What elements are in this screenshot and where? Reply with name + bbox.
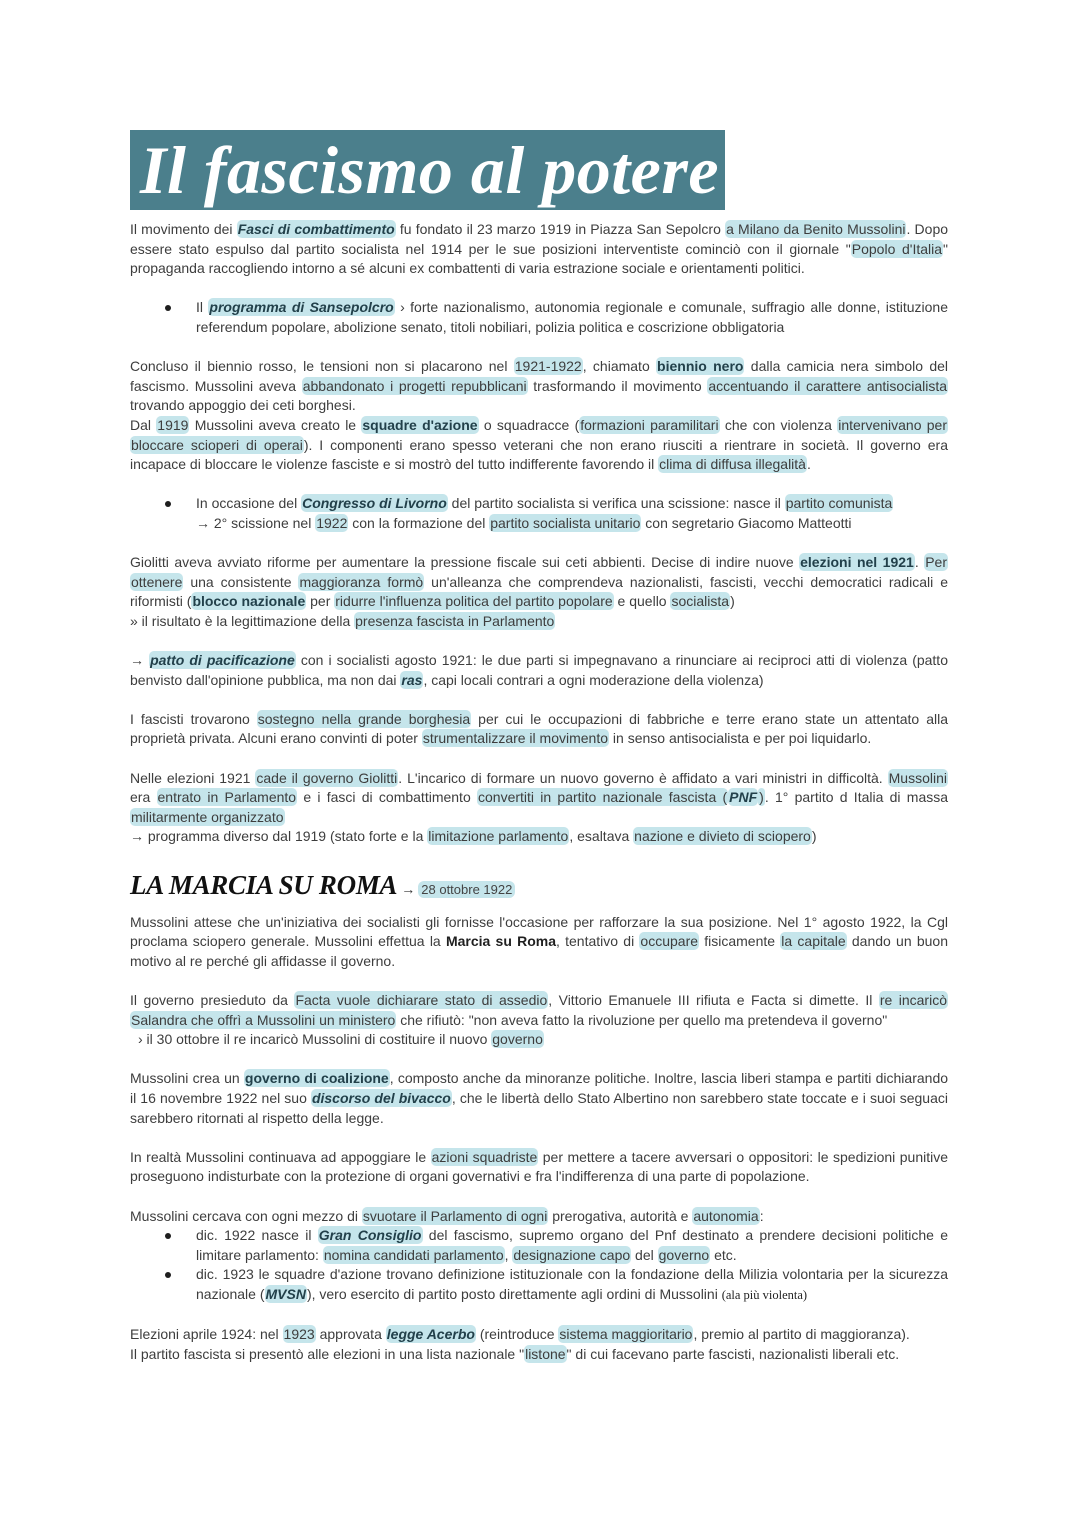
text-run: , chiamato	[582, 358, 657, 375]
text-run: " propaganda raccogliendo intorno a sé alcuni ex combattenti di varia estrazione sociale e orientamenti politici.	[130, 240, 949, 277]
text-run: in senso antisocialista e per poi liquidarlo.	[609, 730, 872, 747]
title-banner	[130, 130, 725, 210]
bold-text: Marcia su Roma	[445, 933, 557, 950]
highlighted-text: nazione e divieto di sciopero	[634, 828, 811, 845]
text-run: prerogativa, autorità e	[548, 1207, 693, 1224]
paragraph-governo-facta	[130, 991, 948, 1050]
section-heading-date: 28 ottobre 1922	[418, 881, 515, 898]
text-run: per	[306, 593, 335, 610]
paragraph-marcia	[130, 913, 948, 972]
text-run: )	[730, 593, 735, 610]
text-run: fu fondato il 23 marzo 1919 in Piazza San Sepolcro	[395, 221, 726, 237]
highlighted-text: militarmente organizzato	[131, 808, 284, 825]
text-line	[130, 913, 948, 972]
text-line	[130, 991, 948, 1030]
text-run: Mussolini attese che un'iniziativa dei socialisti gli fornisse l'occasione per rafforzare la sua posizione. Nel 1° agosto 1922, la Cgl proclama sciopero generale. Mussolini effettua la	[130, 913, 948, 950]
text-line	[130, 220, 948, 279]
text-line	[130, 357, 948, 416]
text-run: .	[806, 456, 811, 473]
text-line	[130, 651, 948, 690]
key-term: Congresso di Livorno	[302, 495, 447, 512]
section-heading-title: LA MARCIA SU ROMA	[130, 869, 398, 900]
text-run: , composto anche da minoranze politiche. Inoltre, lascia liberi stampa e partiti dichiarando il 16 novembre 1922 nel suo	[130, 1070, 949, 1106]
bullet-text	[196, 1265, 948, 1305]
key-term: MVSN	[265, 1285, 306, 1302]
text-run: I fascisti trovarono	[130, 710, 257, 727]
bullet-dot	[165, 1233, 171, 1239]
text-run: :	[759, 1207, 764, 1224]
section-heading-marcia-su-roma	[130, 867, 948, 908]
highlighted-text: abbandonato i progetti repubblicani	[302, 377, 527, 394]
bullet-dot	[165, 1272, 171, 1278]
text-run: che rifiutò: "non aveva fatto la rivoluzione per quello ma pretendeva il governo"	[396, 1011, 888, 1028]
bold-highlighted-text: biennio nero	[657, 358, 744, 375]
text-run: (reintroduce	[475, 1326, 559, 1343]
highlighted-text: partito comunista	[785, 495, 893, 512]
text-run: con la formazione del	[348, 514, 490, 531]
text-run: era	[130, 789, 157, 806]
text-run: › il 30 ottobre il re incaricò Mussolini di costituire il nuovo	[138, 1031, 492, 1048]
text-run: Nelle elezioni 1921	[130, 769, 256, 786]
text-line	[130, 553, 948, 612]
text-run: , che le libertà dello Stato Albertino non sarebbero state toccate e i suoi seguaci sarebbero ritornati al rispetto della legge.	[130, 1089, 948, 1126]
highlighted-text: 1919	[157, 416, 189, 433]
text-run: con i socialisti agosto 1921: le due parti si impegnavano a rinunciare ai reciproci atti di violenza (patto benvisto dall'opinione pubblica, ma non dai	[130, 652, 948, 688]
bullet-list-istituzioni	[130, 1226, 948, 1305]
key-term: patto di pacificazione	[150, 652, 295, 669]
highlighted-text: nomina candidati parlamento	[323, 1246, 504, 1263]
text-run: » il risultato è la legittimazione della	[130, 612, 355, 629]
highlighted-text: sostegno nella grande borghesia	[257, 710, 471, 727]
text-run: dic. 1922 nasce il	[196, 1227, 318, 1244]
highlighted-text: designazione capo	[513, 1246, 631, 1263]
bold-highlighted-text: squadre d'azione	[362, 416, 478, 433]
text-run: )	[811, 828, 817, 845]
text-line	[196, 494, 948, 514]
text-line	[130, 1325, 948, 1345]
text-run: Giolitti aveva avviato riforme per aumentare la pressione fiscale sui ceti abbienti. Decise di indire nuove	[130, 554, 800, 571]
text-run: , esaltava	[569, 828, 634, 845]
bullet-list-livorno	[130, 494, 948, 533]
handwritten-note: (ala più violenta)	[721, 1287, 808, 1302]
text-line	[130, 612, 948, 632]
highlighted-text: convertiti in partito nazionale fascista (	[478, 789, 728, 806]
paragraph-partito-nazionale-fascista	[130, 769, 948, 847]
key-term: legge Acerbo	[386, 1326, 475, 1343]
highlighted-text: Mussolini	[888, 769, 947, 786]
highlighted-text: entrato in Parlamento	[157, 789, 297, 806]
paragraph-fasci-di-combattimento	[130, 220, 948, 279]
paragraph-elezioni-1921	[130, 553, 948, 631]
bullet-list-sansepolcro	[130, 298, 948, 337]
highlighted-text: )	[759, 789, 764, 806]
text-run: .	[914, 554, 925, 571]
paragraph-svuotare-parlamento	[130, 1207, 948, 1227]
key-term: discorso del bivacco	[311, 1089, 451, 1106]
bullet-item-congresso-livorno	[196, 494, 948, 533]
key-term: Fasci di combattimento	[237, 221, 395, 237]
bold-highlighted-text: governo di coalizione	[244, 1070, 389, 1087]
highlighted-text: limitazione parlamento	[428, 828, 569, 845]
text-run: trasformando il movimento	[527, 377, 708, 394]
bold-highlighted-text: elezioni nel 1921	[800, 554, 914, 571]
text-run: dalla camicia nera simbolo del fascismo. Mussolini aveva	[130, 358, 948, 394]
text-run: Il	[196, 299, 209, 316]
text-run: Il movimento dei	[130, 221, 237, 237]
text-run: del	[631, 1246, 658, 1263]
highlighted-text: partito socialista unitario	[490, 514, 641, 531]
key-term: programma di Sansepolcro	[209, 299, 394, 316]
text-run: . Dopo essere stato espulso dal partito socialista nel 1914 per le sue posizioni interventiste cominciò con il giornale "	[130, 221, 949, 257]
highlighted-text: 1923	[283, 1326, 315, 1343]
bullet-item-programma-sansepolcro	[196, 298, 948, 337]
text-line	[130, 710, 948, 749]
text-line	[130, 1148, 948, 1187]
text-run: Dal	[130, 416, 157, 433]
text-run: dic. 1923 le squadre d'azione trovano definizione istituzionale con la fondazione della Milizia volontaria per la sicurezza nazionale (	[196, 1266, 948, 1302]
bullet-dot	[165, 305, 171, 311]
text-run: ,	[504, 1246, 513, 1263]
key-term: ras	[401, 671, 423, 688]
text-run: . L'incarico di formare un nuovo governo è affidato a vari ministri in difficoltà.	[398, 769, 888, 786]
bullet-dot	[165, 501, 171, 507]
highlighted-text: intervenivano per bloccare scioperi di operai	[131, 416, 947, 453]
highlighted-text: formazioni paramilitari	[580, 416, 719, 433]
text-run: Mussolini crea un	[130, 1070, 244, 1087]
bullet-text	[196, 1226, 948, 1265]
paragraph-azioni-squadriste	[130, 1148, 948, 1187]
key-term: PNF	[729, 789, 758, 806]
text-run: Elezioni aprile 1924: nel	[130, 1326, 283, 1343]
text-run: Mussolini cercava con ogni mezzo di	[130, 1207, 362, 1224]
text-run: fisicamente	[699, 933, 781, 950]
text-run: Mussolini aveva creato le	[189, 416, 362, 433]
text-run: , capi locali contrari a ogni moderazione della violenza)	[423, 671, 764, 688]
text-line	[130, 769, 948, 828]
highlighted-text: svuotare il Parlamento di ogni	[362, 1207, 548, 1224]
highlighted-text: listone	[525, 1345, 566, 1362]
highlighted-text: presenza fascista in Parlamento	[355, 612, 555, 629]
paragraph-legge-acerbo	[130, 1325, 948, 1364]
highlighted-text: ridurre l'influenza politica del partito popolare	[335, 593, 613, 610]
page-title: Il fascismo al potere	[140, 132, 720, 208]
highlighted-text: governo	[658, 1246, 710, 1263]
text-run: o squadracce (	[478, 416, 580, 433]
text-run: →	[130, 652, 150, 669]
text-run: Concluso il biennio rosso, le tensioni non si placarono nel	[130, 358, 514, 375]
key-term: Gran Consiglio	[318, 1227, 422, 1244]
text-line	[130, 1069, 948, 1128]
paragraph-grande-borghesia	[130, 710, 948, 749]
text-run: In realtà Mussolini continuava ad appoggiare le	[130, 1148, 431, 1165]
highlighted-text: 1921-1922	[514, 358, 582, 375]
paragraph-biennio-nero	[130, 357, 948, 475]
text-line	[196, 1226, 948, 1265]
bullet-text	[196, 494, 948, 533]
text-run: Il partito fascista si presentò alle elezioni in una lista nazionale "	[130, 1345, 525, 1362]
highlighted-text: Facta vuole dichiarare stato di assedio	[295, 991, 548, 1008]
text-line	[196, 298, 948, 337]
text-run: , premio al partito di maggioranza).	[693, 1326, 910, 1343]
text-line	[130, 1207, 948, 1227]
highlighted-text: maggioranza formò	[299, 573, 424, 590]
highlighted-text: sistema maggioritario	[559, 1326, 693, 1343]
text-run: etc.	[710, 1246, 737, 1263]
text-run: una consistente	[183, 573, 299, 590]
text-run: per mettere a tacere avversari o oppositori: le spedizioni punitive proseguono indisturbate con la protezione di organi governativi e fra l'indifferenza di una parte di popolazione.	[130, 1148, 949, 1185]
highlighted-text: cade il governo Giolitti	[256, 769, 398, 786]
bullet-text	[196, 298, 948, 337]
highlighted-text: Per ottenere	[131, 554, 948, 590]
highlighted-text: autonomia	[693, 1207, 759, 1224]
text-run: e i fasci di combattimento	[297, 789, 477, 806]
paragraph-governo-coalizione	[130, 1069, 948, 1128]
highlighted-text: 1922	[316, 514, 348, 531]
text-run: Il governo presieduto da	[130, 991, 295, 1008]
text-line	[196, 514, 948, 534]
text-run: › forte nazionalismo, autonomia regionale e comunale, suffragio alle donne, istituzione referendum popolare, abolizione senato, titoli nobiliari, polizia politica e coscrizione obbligatoria	[196, 299, 949, 335]
highlighted-text: a Milano da Benito Mussolini	[726, 221, 906, 237]
text-line	[130, 1030, 948, 1050]
text-run: per cui le occupazioni di fabbriche e terre erano state un attentato alla proprietà privata. Alcuni erano convinti di poter	[130, 710, 948, 747]
text-line	[130, 416, 948, 475]
text-run: dando un buon motivo al re perché gli affidasse il governo.	[130, 933, 949, 969]
highlighted-text: azioni squadriste	[431, 1148, 538, 1165]
text-run: che con violenza	[719, 416, 838, 433]
highlighted-text: governo	[492, 1031, 543, 1048]
text-run: → 2° scissione nel	[196, 514, 316, 531]
highlighted-text: socialista	[671, 593, 730, 610]
bullet-item-gran-consiglio	[196, 1226, 948, 1265]
highlighted-text: accentuando il carattere antisocialista	[708, 377, 947, 394]
paragraph-patto-pacificazione	[130, 651, 948, 690]
text-run: trovando appoggio dei ceti borghesi.	[130, 397, 356, 414]
text-run: un'alleanza che comprendeva nazionalisti, fascisti, vecchi democratici radicali e riformisti (	[130, 573, 948, 610]
text-line	[130, 1345, 948, 1365]
arrow-icon: →	[401, 880, 416, 897]
text-line	[130, 827, 948, 847]
text-run: approvata	[315, 1326, 386, 1343]
text-line	[196, 1265, 948, 1305]
text-run: del fascismo, supremo organo del Pnf destinato a prendere decisioni politiche e limitare parlamento:	[196, 1227, 948, 1263]
text-run: " di cui facevano parte fascisti, nazionalisti liberali etc.	[566, 1345, 900, 1362]
highlighted-text: Popolo d'Italia	[851, 240, 943, 257]
text-run: ), vero esercito di partito posto direttamente agli ordini di Mussolini	[306, 1285, 722, 1302]
highlighted-text: re incaricò Salandra che offrì a Mussolini un ministero	[131, 991, 947, 1028]
text-run: → programma diverso dal 1919 (stato forte e la	[130, 828, 428, 845]
bold-highlighted-text: blocco nazionale	[192, 593, 306, 610]
text-run: e quello	[613, 593, 671, 610]
text-run: In occasione del	[196, 495, 302, 512]
highlighted-text: strumentalizzare il movimento	[422, 730, 609, 747]
text-run: del partito socialista si verifica una scissione: nasce il	[447, 495, 785, 512]
bullet-item-mvsn	[196, 1265, 948, 1305]
highlighted-text: la capitale	[781, 933, 846, 950]
notes-body	[130, 220, 948, 1384]
text-run: , Vittorio Emanuele III rifiuta e Facta si dimette. Il	[548, 991, 879, 1008]
text-run: ). I componenti erano spesso veterani che non erano riusciti a rientrare in società. Il governo era incapace di bloccare le violenze fasciste e si mostrò del tutto indifferente favorendo il	[130, 436, 949, 473]
highlighted-text: occupare	[640, 933, 699, 950]
highlighted-text: clima di diffusa illegalità	[659, 456, 806, 473]
text-run: . 1° partito d Italia di massa	[764, 789, 949, 806]
text-run: con segretario Giacomo Matteotti	[641, 514, 852, 531]
text-run: , tentativo di	[556, 933, 640, 950]
